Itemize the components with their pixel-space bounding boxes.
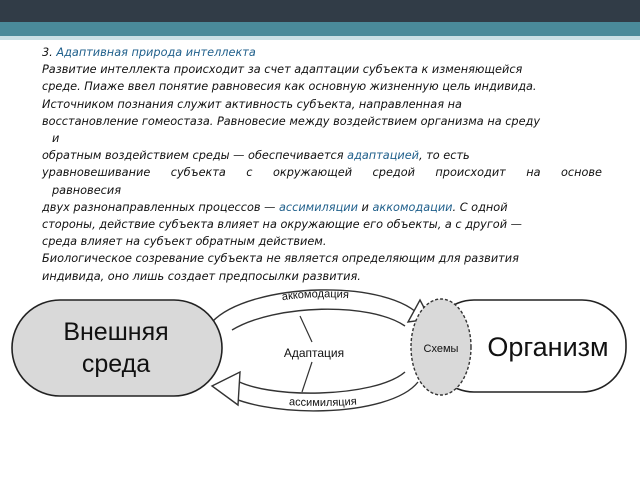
bottom-arrow-head (212, 372, 240, 405)
text-line-7: уравновешивание субъекта с окружающей средой происходит на основе (42, 166, 602, 180)
text-line-4: восстановление гомеостаза. Равновесие между воздействием организма на среду (42, 114, 541, 128)
environment-label-2: среда (81, 350, 151, 378)
text-line-10: стороны, действие субъекта влияет на окружающие его объекты, а с другой — (42, 218, 522, 232)
top-arrow-inner (232, 309, 405, 330)
heading-number: 3. (42, 46, 53, 59)
heading-title: Адаптивная природа интеллекта (56, 46, 256, 59)
assimilation-text: ассимиляция (288, 395, 358, 410)
text-line-1: Развитие интеллекта происходит за счет адаптации субъекта к изменяющейся (42, 63, 523, 77)
text-line-12: Биологическое созревание субъекта не является определяющим для развития (42, 252, 519, 266)
accommodation-label (281, 288, 349, 303)
schemas-label: Схемы (423, 343, 459, 355)
text-line-6 (42, 147, 602, 164)
connector-top (300, 316, 312, 342)
adaptation-diagram (0, 285, 640, 425)
text-line-9-and: и (357, 200, 373, 214)
main-text (42, 44, 602, 285)
organism-label: Организм (487, 332, 609, 362)
text-line-6-start: обратным воздействием среды — обеспечивается (42, 149, 348, 163)
environment-label-1: Внешняя (63, 318, 169, 346)
title-bar (0, 0, 640, 22)
text-line-6-end: , то есть (419, 149, 470, 163)
accommodation-text: аккомодация (281, 288, 350, 304)
text-line-9-end: . С одной (452, 200, 508, 214)
text-line-5: и (52, 132, 60, 146)
header-band-light (0, 36, 640, 40)
connector-bottom (302, 362, 312, 392)
term-adaptation: адаптацией (347, 149, 420, 163)
term-accommodation: аккомодации (372, 200, 453, 214)
text-line-9 (42, 199, 602, 216)
term-assimilation: ассимиляции (279, 200, 358, 214)
assimilation-label (289, 396, 357, 409)
header-band (0, 22, 640, 36)
environment-shape (12, 300, 222, 396)
bottom-arrow-inner (232, 372, 405, 393)
text-line-8: равновесия (52, 183, 122, 197)
text-line-9-start: двух разнонаправленных процессов — (42, 200, 279, 214)
adaptation-label: Адаптация (283, 346, 345, 360)
text-line-3: Источником познания служит активность субъекта, направленная на (42, 97, 462, 111)
text-line-11: среда влияет на субъект обратным действием. (42, 235, 327, 249)
text-line-2: среде. Пиаже ввел понятие равновесия как основную жизненную цель индивида. (42, 80, 537, 94)
heading (42, 44, 602, 61)
text-line-13: индивида, оно лишь создает предпосылки развития. (42, 269, 361, 283)
